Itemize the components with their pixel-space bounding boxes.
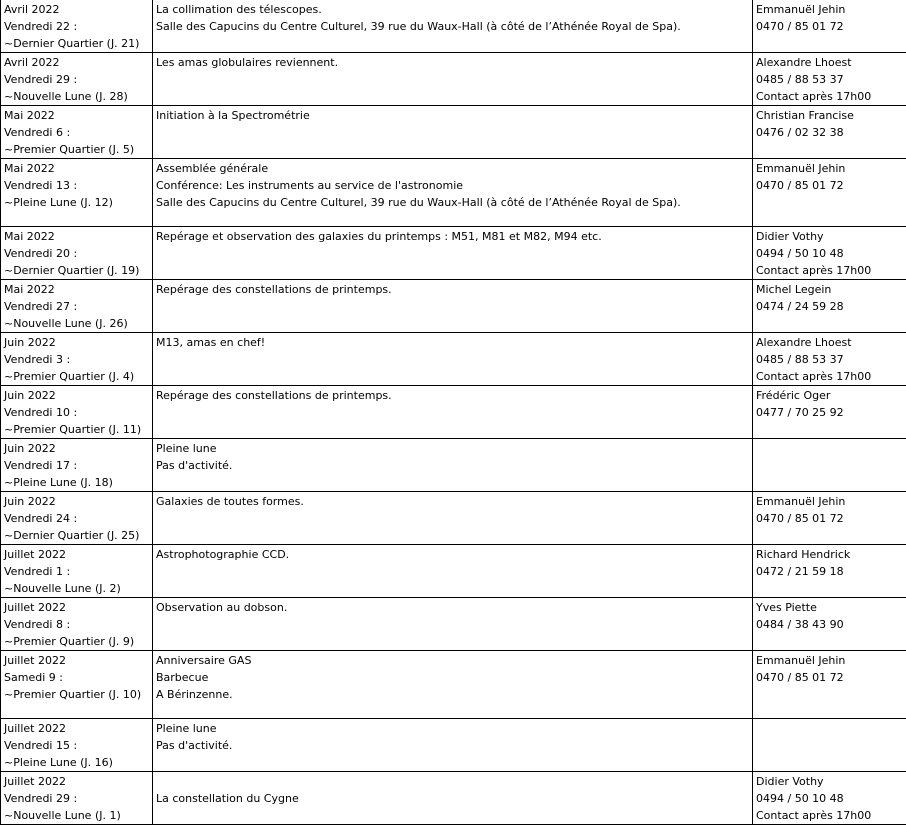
date-line: Juin 2022 [4, 334, 149, 351]
date-line: ~Premier Quartier (J. 9) [4, 633, 149, 650]
date-line: Juin 2022 [4, 440, 149, 457]
date-line: Vendredi 1 : [4, 563, 149, 580]
description-cell [153, 106, 753, 159]
table-row [1, 53, 906, 106]
date-cell [1, 106, 153, 159]
date-cell [1, 651, 153, 719]
date-line: Vendredi 13 : [4, 177, 149, 194]
contact-cell [753, 439, 906, 492]
contact-line: Emmanuël Jehin [756, 1, 903, 18]
description-cell [153, 772, 753, 825]
date-line: Avril 2022 [4, 54, 149, 71]
date-line: Vendredi 6 : [4, 124, 149, 141]
date-line: Vendredi 29 : [4, 71, 149, 88]
description-line: Anniversaire GAS [156, 652, 749, 669]
table-row [1, 227, 906, 280]
date-line: Vendredi 20 : [4, 245, 149, 262]
contact-line: 0477 / 70 25 92 [756, 404, 903, 421]
contact-line: Emmanuël Jehin [756, 493, 903, 510]
date-line: ~Nouvelle Lune (J. 28) [4, 88, 149, 105]
date-line: Vendredi 17 : [4, 457, 149, 474]
date-line: Vendredi 27 : [4, 298, 149, 315]
description-line: M13, amas en chef! [156, 334, 749, 351]
date-line: Mai 2022 [4, 228, 149, 245]
contact-line: Alexandre Lhoest [756, 334, 903, 351]
date-line: Juin 2022 [4, 493, 149, 510]
description-line: Pas d'activité. [156, 457, 749, 474]
description-line: Conférence: Les instruments au service de l'astronomie [156, 177, 749, 194]
contact-line: 0470 / 85 01 72 [756, 510, 903, 527]
contact-line: Christian Francise [756, 107, 903, 124]
date-cell [1, 772, 153, 825]
table-row [1, 598, 906, 651]
date-line: ~Pleine Lune (J. 18) [4, 474, 149, 491]
description-cell [153, 545, 753, 598]
contact-line: Contact après 17h00 [756, 807, 903, 824]
date-line: Vendredi 29 : [4, 790, 149, 807]
contact-line: 0472 / 21 59 18 [756, 563, 903, 580]
description-cell [153, 651, 753, 719]
date-cell [1, 492, 153, 545]
contact-cell [753, 651, 906, 719]
date-cell [1, 598, 153, 651]
description-line: Les amas globulaires reviennent. [156, 54, 749, 71]
contact-cell [753, 772, 906, 825]
date-line: ~Pleine Lune (J. 12) [4, 194, 149, 211]
table-row [1, 159, 906, 227]
contact-line: Emmanuël Jehin [756, 652, 903, 669]
date-cell [1, 159, 153, 227]
contact-cell [753, 53, 906, 106]
contact-cell [753, 492, 906, 545]
date-line: ~Nouvelle Lune (J. 1) [4, 807, 149, 824]
table-row [1, 106, 906, 159]
description-line: Salle des Capucins du Centre Culturel, 39 rue du Waux-Hall (à côté de l’Athénée Royal de Spa). [156, 194, 749, 211]
table-row [1, 492, 906, 545]
date-line: Mai 2022 [4, 107, 149, 124]
contact-line: Contact après 17h00 [756, 88, 903, 105]
contact-line: Contact après 17h00 [756, 262, 903, 279]
description-cell [153, 333, 753, 386]
date-cell [1, 227, 153, 280]
date-line: Vendredi 8 : [4, 616, 149, 633]
date-line: Samedi 9 : [4, 669, 149, 686]
description-cell [153, 598, 753, 651]
contact-line: Frédéric Oger [756, 387, 903, 404]
date-cell [1, 545, 153, 598]
contact-line: 0494 / 50 10 48 [756, 790, 903, 807]
contact-line: Alexandre Lhoest [756, 54, 903, 71]
table-row [1, 719, 906, 772]
table-row [1, 333, 906, 386]
date-cell [1, 719, 153, 772]
description-line: Pas d'activité. [156, 737, 749, 754]
date-cell [1, 280, 153, 333]
date-line: Vendredi 15 : [4, 737, 149, 754]
description-line: Repérage des constellations de printemps. [156, 387, 749, 404]
contact-cell [753, 719, 906, 772]
description-line: A Bérinzenne. [156, 686, 749, 703]
contact-line: Contact après 17h00 [756, 368, 903, 385]
description-cell [153, 492, 753, 545]
description-cell [153, 280, 753, 333]
contact-line: Yves Piette [756, 599, 903, 616]
table-row [1, 386, 906, 439]
description-cell [153, 439, 753, 492]
table-row [1, 439, 906, 492]
contact-cell [753, 159, 906, 227]
description-line: Initiation à la Spectrométrie [156, 107, 749, 124]
date-line: Juillet 2022 [4, 599, 149, 616]
description-line: Salle des Capucins du Centre Culturel, 39 rue du Waux-Hall (à côté de l’Athénée Royal de Spa). [156, 18, 749, 35]
description-line: Repérage et observation des galaxies du printemps : M51, M81 et M82, M94 etc. [156, 228, 749, 245]
date-line: ~Premier Quartier (J. 5) [4, 141, 149, 158]
contact-line: 0494 / 50 10 48 [756, 245, 903, 262]
date-cell [1, 333, 153, 386]
table-row [1, 772, 906, 825]
table-row [1, 651, 906, 719]
date-line: Mai 2022 [4, 160, 149, 177]
description-line: Pleine lune [156, 440, 749, 457]
contact-cell [753, 106, 906, 159]
date-line: ~Pleine Lune (J. 16) [4, 754, 149, 771]
contact-cell [753, 227, 906, 280]
description-cell [153, 53, 753, 106]
contact-line: Michel Legein [756, 281, 903, 298]
description-line [156, 773, 749, 790]
date-line: Juillet 2022 [4, 546, 149, 563]
contact-line: 0476 / 02 32 38 [756, 124, 903, 141]
description-line: Assemblée générale [156, 160, 749, 177]
date-line: Juin 2022 [4, 387, 149, 404]
description-line: Astrophotographie CCD. [156, 546, 749, 563]
date-cell [1, 439, 153, 492]
contact-line: 0470 / 85 01 72 [756, 18, 903, 35]
description-line: Observation au dobson. [156, 599, 749, 616]
date-cell [1, 386, 153, 439]
contact-cell [753, 333, 906, 386]
contact-line: 0474 / 24 59 28 [756, 298, 903, 315]
table-row [1, 0, 906, 53]
date-line: Vendredi 3 : [4, 351, 149, 368]
date-line: Juillet 2022 [4, 720, 149, 737]
description-line: Galaxies de toutes formes. [156, 493, 749, 510]
contact-cell [753, 598, 906, 651]
description-line: Pleine lune [156, 720, 749, 737]
date-line: Vendredi 10 : [4, 404, 149, 421]
contact-cell [753, 0, 906, 53]
description-line: La collimation des télescopes. [156, 1, 749, 18]
schedule-body [1, 0, 906, 825]
contact-line: 0485 / 88 53 37 [756, 351, 903, 368]
contact-line: 0484 / 38 43 90 [756, 616, 903, 633]
description-cell [153, 386, 753, 439]
date-cell [1, 0, 153, 53]
description-line: Repérage des constellations de printemps. [156, 281, 749, 298]
date-line: ~Premier Quartier (J. 11) [4, 421, 149, 438]
contact-cell [753, 280, 906, 333]
date-line: ~Dernier Quartier (J. 19) [4, 262, 149, 279]
date-line: Avril 2022 [4, 1, 149, 18]
contact-line: Richard Hendrick [756, 546, 903, 563]
contact-line: 0470 / 85 01 72 [756, 669, 903, 686]
description-cell [153, 719, 753, 772]
table-row [1, 545, 906, 598]
contact-line: 0485 / 88 53 37 [756, 71, 903, 88]
contact-cell [753, 386, 906, 439]
date-line: ~Premier Quartier (J. 10) [4, 686, 149, 703]
date-line: ~Premier Quartier (J. 4) [4, 368, 149, 385]
date-cell [1, 53, 153, 106]
date-line: Mai 2022 [4, 281, 149, 298]
contact-line: Emmanuël Jehin [756, 160, 903, 177]
date-line: ~Nouvelle Lune (J. 2) [4, 580, 149, 597]
description-cell [153, 0, 753, 53]
table-row [1, 280, 906, 333]
description-cell [153, 227, 753, 280]
date-line: Vendredi 22 : [4, 18, 149, 35]
date-line: Vendredi 24 : [4, 510, 149, 527]
contact-line: Didier Vothy [756, 228, 903, 245]
contact-line: 0470 / 85 01 72 [756, 177, 903, 194]
description-cell [153, 159, 753, 227]
contact-cell [753, 545, 906, 598]
date-line: ~Dernier Quartier (J. 21) [4, 35, 149, 52]
date-line: Juillet 2022 [4, 773, 149, 790]
date-line: ~Nouvelle Lune (J. 26) [4, 315, 149, 332]
description-line: La constellation du Cygne [156, 790, 749, 807]
date-line: Juillet 2022 [4, 652, 149, 669]
date-line: ~Dernier Quartier (J. 25) [4, 527, 149, 544]
contact-line: Didier Vothy [756, 773, 903, 790]
description-line: Barbecue [156, 669, 749, 686]
